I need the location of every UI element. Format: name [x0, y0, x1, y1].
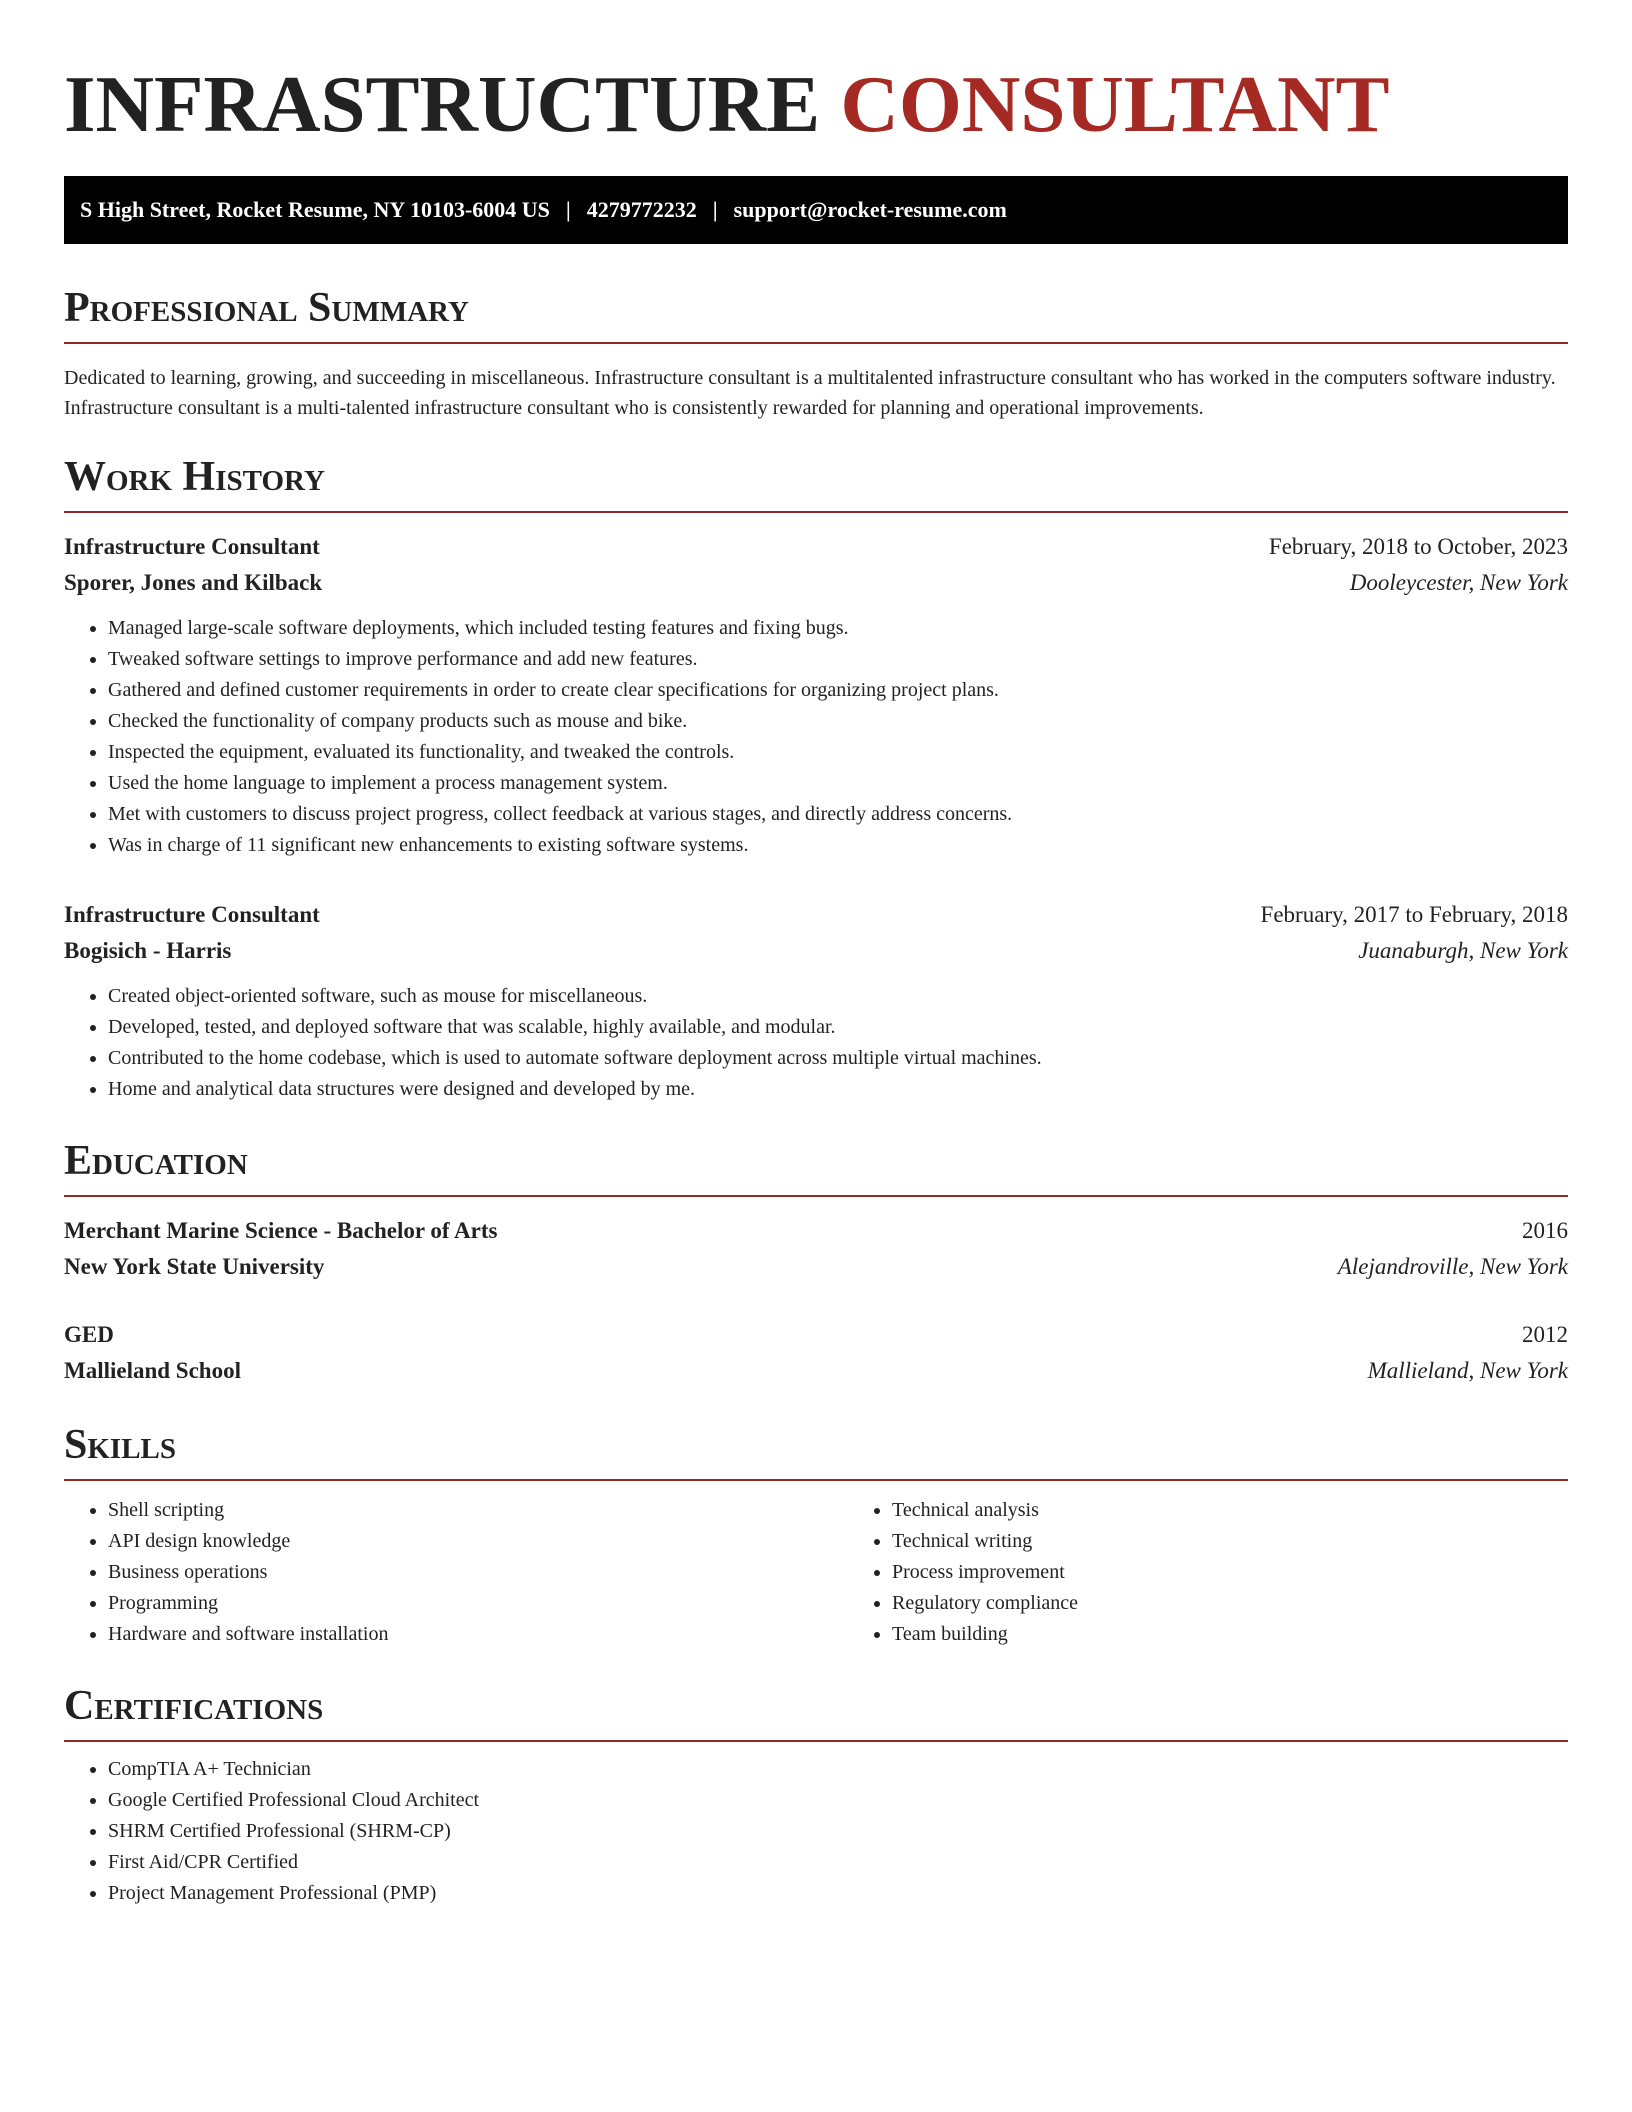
list-item: • Used the home language to implement a process management system.	[108, 768, 1568, 799]
list-item: • Shell scripting	[108, 1495, 848, 1526]
list-item: • Managed large-scale software deployments, which included testing features and fixing bugs.	[108, 613, 1568, 644]
education-degree-row	[64, 1317, 1568, 1353]
job-dates: February, 2017 to February, 2018	[1260, 902, 1568, 927]
list-item: • Process improvement	[892, 1557, 1632, 1588]
list-item: • SHRM Certified Professional (SHRM-CP)	[108, 1816, 1568, 1847]
job-company: Bogisich - Harris	[64, 938, 232, 963]
job-entry	[64, 897, 1568, 1105]
contact-email: support@rocket-resume.com	[733, 197, 1007, 222]
list-item: • Inspected the equipment, evaluated its functionality, and tweaked the controls.	[108, 737, 1568, 768]
list-item: • Contributed to the home codebase, which is used to automate software deployment across multiple virtual machines.	[108, 1043, 1568, 1074]
resume-title	[64, 56, 1568, 152]
education-location: Alejandroville, New York	[1337, 1254, 1568, 1279]
list-item: • API design knowledge	[108, 1526, 848, 1557]
education-degree-row	[64, 1213, 1568, 1249]
list-item: • Business operations	[108, 1557, 848, 1588]
list-item: • Home and analytical data structures were designed and developed by me.	[108, 1074, 1568, 1105]
list-item: • Technical writing	[892, 1526, 1632, 1557]
list-item: • Tweaked software settings to improve performance and add new features.	[108, 644, 1568, 675]
certifications-section	[64, 1682, 1568, 1909]
contact-bar	[64, 176, 1568, 244]
section-heading: Education	[64, 1137, 1568, 1197]
list-item: • Developed, tested, and deployed software that was scalable, highly available, and modular.	[108, 1012, 1568, 1043]
list-item: • Gathered and defined customer requirements in order to create clear specifications for organizing project plans.	[108, 675, 1568, 706]
list-item: • Checked the functionality of company products such as mouse and bike.	[108, 706, 1568, 737]
section-heading: Certifications	[64, 1682, 1568, 1742]
education-degree: Merchant Marine Science - Bachelor of Arts	[64, 1218, 498, 1243]
job-title: Infrastructure Consultant	[64, 534, 320, 559]
education-entry	[64, 1213, 1568, 1285]
certifications-list	[64, 1754, 1568, 1909]
job-company-row	[64, 933, 1568, 969]
skills-list-right	[848, 1495, 1632, 1650]
professional-summary-section	[64, 284, 1568, 423]
education-section	[64, 1137, 1568, 1389]
job-header-row	[64, 897, 1568, 933]
section-heading: Skills	[64, 1421, 1568, 1481]
education-degree: GED	[64, 1322, 114, 1347]
contact-separator: |	[712, 197, 718, 222]
contact-phone: 4279772232	[586, 197, 697, 222]
list-item: • Hardware and software installation	[108, 1619, 848, 1650]
list-item: • Programming	[108, 1588, 848, 1619]
work-history-section	[64, 453, 1568, 1105]
skills-section	[64, 1421, 1568, 1650]
education-year: 2016	[1522, 1218, 1568, 1243]
education-school-row	[64, 1353, 1568, 1389]
list-item: • Met with customers to discuss project progress, collect feedback at various stages, and directly address concerns.	[108, 799, 1568, 830]
job-location: Dooleycester, New York	[1349, 570, 1568, 595]
job-bullets	[64, 981, 1568, 1105]
skills-grid	[64, 1495, 1568, 1650]
job-dates: February, 2018 to October, 2023	[1268, 534, 1568, 559]
job-company-row	[64, 565, 1568, 601]
list-item: • Project Management Professional (PMP)	[108, 1878, 1568, 1909]
skills-list-left	[64, 1495, 848, 1650]
list-item: • Regulatory compliance	[892, 1588, 1632, 1619]
title-word-role: INFRASTRUCTURE	[64, 59, 821, 149]
education-school-row	[64, 1249, 1568, 1285]
section-heading: Work History	[64, 453, 1568, 513]
list-item: • First Aid/CPR Certified	[108, 1847, 1568, 1878]
list-item: • Created object-oriented software, such as mouse for miscellaneous.	[108, 981, 1568, 1012]
contact-address: S High Street, Rocket Resume, NY 10103-6004 US	[80, 197, 550, 222]
list-item: • Was in charge of 11 significant new enhancements to existing software systems.	[108, 830, 1568, 861]
resume-page	[64, 0, 1568, 1909]
education-location: Mallieland, New York	[1367, 1358, 1568, 1383]
summary-text: Dedicated to learning, growing, and succeeding in miscellaneous. Infrastructure consultant is a multitalented infrastructure consultant who has worked in the computers software industry. Infrastructure consultant is a multi-talented infrastructure consultant who is consistently rewarded for planning and operational improvements.	[64, 367, 1556, 419]
job-title: Infrastructure Consultant	[64, 902, 320, 927]
list-item: • Technical analysis	[892, 1495, 1632, 1526]
section-heading: Professional Summary	[64, 284, 1568, 344]
job-location: Juanaburgh, New York	[1358, 938, 1568, 963]
job-entry	[64, 529, 1568, 861]
job-header-row	[64, 529, 1568, 565]
education-school: Mallieland School	[64, 1358, 241, 1383]
education-year: 2012	[1522, 1322, 1568, 1347]
list-item: • CompTIA A+ Technician	[108, 1754, 1568, 1785]
education-school: New York State University	[64, 1254, 325, 1279]
contact-separator: |	[565, 197, 571, 222]
job-company: Sporer, Jones and Kilback	[64, 570, 323, 595]
job-bullets	[64, 613, 1568, 861]
list-item: • Team building	[892, 1619, 1632, 1650]
education-entry	[64, 1317, 1568, 1389]
title-word-accent: CONSULTANT	[840, 59, 1390, 149]
list-item: • Google Certified Professional Cloud Architect	[108, 1785, 1568, 1816]
